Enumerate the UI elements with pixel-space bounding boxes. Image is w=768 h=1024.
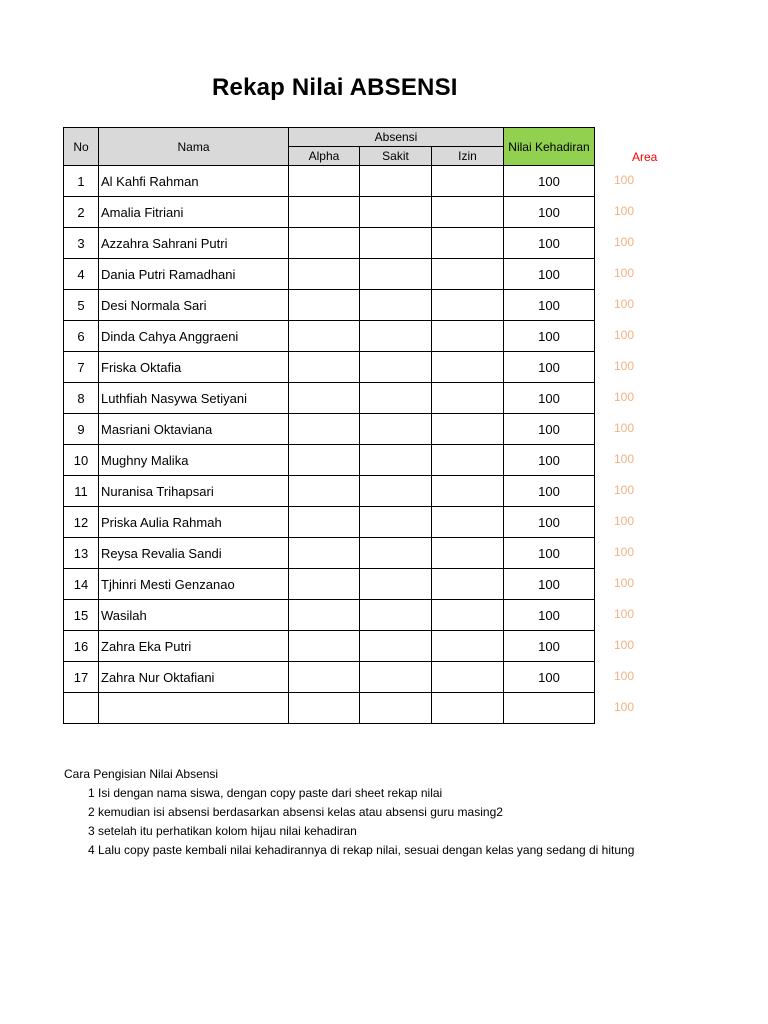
area-value: 100: [614, 235, 635, 249]
cell-izin[interactable]: [432, 290, 504, 321]
cell-nama[interactable]: Luthfiah Nasywa Setiyani: [99, 383, 289, 414]
cell-no[interactable]: 12: [64, 507, 99, 538]
area-value: 100: [614, 173, 635, 187]
cell-alpha[interactable]: [289, 476, 360, 507]
cell-no[interactable]: 17: [64, 662, 99, 693]
cell-nilai-kehadiran[interactable]: 100: [504, 662, 595, 693]
cell-nilai-kehadiran[interactable]: 100: [504, 166, 595, 197]
cell-nama[interactable]: Nuranisa Trihapsari: [99, 476, 289, 507]
cell-izin[interactable]: [432, 414, 504, 445]
cell-nama[interactable]: Tjhinri Mesti Genzanao: [99, 569, 289, 600]
cell-no[interactable]: 4: [64, 259, 99, 290]
cell-no[interactable]: 15: [64, 600, 99, 631]
area-value: 100: [614, 359, 635, 373]
instructions: [64, 765, 656, 860]
table-row: [64, 693, 595, 724]
cell-alpha[interactable]: [289, 507, 360, 538]
cell-sakit[interactable]: [360, 383, 432, 414]
cell-sakit[interactable]: [360, 631, 432, 662]
area-value: 100: [614, 545, 635, 559]
cell-alpha[interactable]: [289, 259, 360, 290]
cell-nilai-kehadiran[interactable]: [504, 693, 595, 724]
cell-alpha[interactable]: [289, 693, 360, 724]
cell-sakit[interactable]: [360, 259, 432, 290]
instruction-step: 4 Lalu copy paste kembali nilai kehadirannya di rekap nilai, sesuai dengan kelas yang sedang di hitung: [88, 843, 635, 857]
cell-sakit[interactable]: [360, 476, 432, 507]
cell-sakit[interactable]: [360, 445, 432, 476]
cell-no[interactable]: 13: [64, 538, 99, 569]
cell-izin[interactable]: [432, 259, 504, 290]
cell-alpha[interactable]: [289, 290, 360, 321]
cell-nama[interactable]: Amalia Fitriani: [99, 197, 289, 228]
page-title: Rekap Nilai ABSENSI: [212, 74, 458, 101]
area-value: 100: [614, 576, 635, 590]
cell-nilai-kehadiran[interactable]: 100: [504, 197, 595, 228]
cell-nilai-kehadiran[interactable]: 100: [504, 631, 595, 662]
cell-nilai-kehadiran[interactable]: 100: [504, 321, 595, 352]
instruction-step: 1 Isi dengan nama siswa, dengan copy paste dari sheet rekap nilai: [88, 786, 443, 800]
cell-nilai-kehadiran[interactable]: 100: [504, 414, 595, 445]
cell-nama[interactable]: Wasilah: [99, 600, 289, 631]
cell-alpha[interactable]: [289, 569, 360, 600]
header-nama: Nama: [99, 128, 289, 166]
cell-sakit[interactable]: [360, 321, 432, 352]
table-row: [64, 476, 595, 507]
cell-izin[interactable]: [432, 631, 504, 662]
cell-sakit[interactable]: [360, 197, 432, 228]
area-value: 100: [614, 204, 635, 218]
table-row: [64, 538, 595, 569]
cell-alpha[interactable]: [289, 383, 360, 414]
cell-izin[interactable]: [432, 228, 504, 259]
cell-izin[interactable]: [432, 662, 504, 693]
cell-nilai-kehadiran[interactable]: 100: [504, 383, 595, 414]
table-row: [64, 383, 595, 414]
cell-alpha[interactable]: [289, 197, 360, 228]
cell-nilai-kehadiran[interactable]: 100: [504, 228, 595, 259]
table-row: [64, 631, 595, 662]
cell-nama[interactable]: Priska Aulia Rahmah: [99, 507, 289, 538]
cell-nama[interactable]: Reysa Revalia Sandi: [99, 538, 289, 569]
cell-izin[interactable]: [432, 538, 504, 569]
cell-alpha[interactable]: [289, 166, 360, 197]
cell-no[interactable]: 10: [64, 445, 99, 476]
cell-nama[interactable]: Friska Oktafia: [99, 352, 289, 383]
cell-izin[interactable]: [432, 352, 504, 383]
table-row: [64, 414, 595, 445]
area-value: 100: [614, 266, 635, 280]
header-absensi: Absensi: [289, 128, 504, 147]
instruction-step: 3 setelah itu perhatikan kolom hijau nilai kehadiran: [88, 824, 357, 838]
cell-sakit[interactable]: [360, 569, 432, 600]
cell-nama[interactable]: Desi Normala Sari: [99, 290, 289, 321]
cell-izin[interactable]: [432, 383, 504, 414]
table-row: [64, 600, 595, 631]
cell-no[interactable]: 7: [64, 352, 99, 383]
cell-nilai-kehadiran[interactable]: 100: [504, 259, 595, 290]
cell-nama[interactable]: Azzahra Sahrani Putri: [99, 228, 289, 259]
table-row: [64, 290, 595, 321]
cell-sakit[interactable]: [360, 290, 432, 321]
table-row: [64, 507, 595, 538]
cell-izin[interactable]: [432, 693, 504, 724]
cell-nilai-kehadiran[interactable]: 100: [504, 538, 595, 569]
cell-nama[interactable]: Al Kahfi Rahman: [99, 166, 289, 197]
area-value: 100: [614, 700, 635, 714]
cell-sakit[interactable]: [360, 352, 432, 383]
cell-sakit[interactable]: [360, 538, 432, 569]
cell-nilai-kehadiran[interactable]: 100: [504, 476, 595, 507]
area-value: 100: [614, 669, 635, 683]
cell-alpha[interactable]: [289, 445, 360, 476]
cell-sakit[interactable]: [360, 600, 432, 631]
cell-izin[interactable]: [432, 507, 504, 538]
area-value: 100: [614, 297, 635, 311]
table-row: [64, 321, 595, 352]
cell-izin[interactable]: [432, 600, 504, 631]
cell-alpha[interactable]: [289, 538, 360, 569]
cell-alpha[interactable]: [289, 228, 360, 259]
cell-sakit[interactable]: [360, 166, 432, 197]
table-row: [64, 662, 595, 693]
area-value: 100: [614, 452, 635, 466]
cell-izin[interactable]: [432, 569, 504, 600]
cell-alpha[interactable]: [289, 321, 360, 352]
cell-no[interactable]: 6: [64, 321, 99, 352]
cell-sakit[interactable]: [360, 507, 432, 538]
instructions-heading: Cara Pengisian Nilai Absensi: [64, 767, 219, 781]
cell-nama[interactable]: Masriani Oktaviana: [99, 414, 289, 445]
cell-sakit[interactable]: [360, 414, 432, 445]
cell-no[interactable]: 16: [64, 631, 99, 662]
cell-alpha[interactable]: [289, 631, 360, 662]
cell-alpha[interactable]: [289, 662, 360, 693]
header-no: No: [64, 128, 99, 166]
cell-no[interactable]: 9: [64, 414, 99, 445]
cell-nama[interactable]: Zahra Eka Putri: [99, 631, 289, 662]
cell-sakit[interactable]: [360, 228, 432, 259]
area-value: 100: [614, 390, 635, 404]
cell-izin[interactable]: [432, 197, 504, 228]
table-row: [64, 197, 595, 228]
cell-nama[interactable]: Dania Putri Ramadhani: [99, 259, 289, 290]
cell-nilai-kehadiran[interactable]: 100: [504, 352, 595, 383]
cell-izin[interactable]: [432, 476, 504, 507]
cell-nilai-kehadiran[interactable]: 100: [504, 445, 595, 476]
area-value: 100: [614, 328, 635, 342]
cell-izin[interactable]: [432, 166, 504, 197]
cell-nama[interactable]: Zahra Nur Oktafiani: [99, 662, 289, 693]
cell-nilai-kehadiran[interactable]: 100: [504, 600, 595, 631]
cell-alpha[interactable]: [289, 414, 360, 445]
cell-no[interactable]: 8: [64, 383, 99, 414]
table-row: [64, 569, 595, 600]
table-row: [64, 166, 595, 197]
cell-nilai-kehadiran[interactable]: 100: [504, 290, 595, 321]
area-value: 100: [614, 421, 635, 435]
cell-nama[interactable]: [99, 693, 289, 724]
header-row-top: [64, 128, 595, 147]
area-value: 100: [614, 638, 635, 652]
area-label: Area: [632, 150, 658, 164]
area-value: 100: [614, 607, 635, 621]
table-row: [64, 228, 595, 259]
cell-nilai-kehadiran[interactable]: 100: [504, 569, 595, 600]
attendance-table: [63, 127, 595, 724]
cell-no[interactable]: [64, 693, 99, 724]
header-alpha: Alpha: [289, 147, 360, 166]
area-value: 100: [614, 514, 635, 528]
cell-no[interactable]: 3: [64, 228, 99, 259]
area-value: 100: [614, 483, 635, 497]
cell-no[interactable]: 11: [64, 476, 99, 507]
table-row: [64, 259, 595, 290]
cell-nilai-kehadiran[interactable]: 100: [504, 507, 595, 538]
table-row: [64, 352, 595, 383]
cell-no[interactable]: 2: [64, 197, 99, 228]
cell-no[interactable]: 14: [64, 569, 99, 600]
instruction-step: 2 kemudian isi absensi berdasarkan absensi kelas atau absensi guru masing2: [88, 805, 503, 819]
cell-nama[interactable]: Mughny Malika: [99, 445, 289, 476]
table-row: [64, 445, 595, 476]
cell-sakit[interactable]: [360, 693, 432, 724]
cell-nama[interactable]: Dinda Cahya Anggraeni: [99, 321, 289, 352]
header-izin: Izin: [432, 147, 504, 166]
cell-izin[interactable]: [432, 445, 504, 476]
cell-alpha[interactable]: [289, 600, 360, 631]
cell-izin[interactable]: [432, 321, 504, 352]
cell-sakit[interactable]: [360, 662, 432, 693]
cell-no[interactable]: 5: [64, 290, 99, 321]
cell-alpha[interactable]: [289, 352, 360, 383]
header-sakit: Sakit: [360, 147, 432, 166]
header-nilai-kehadiran: Nilai Kehadiran: [504, 128, 595, 166]
cell-no[interactable]: 1: [64, 166, 99, 197]
